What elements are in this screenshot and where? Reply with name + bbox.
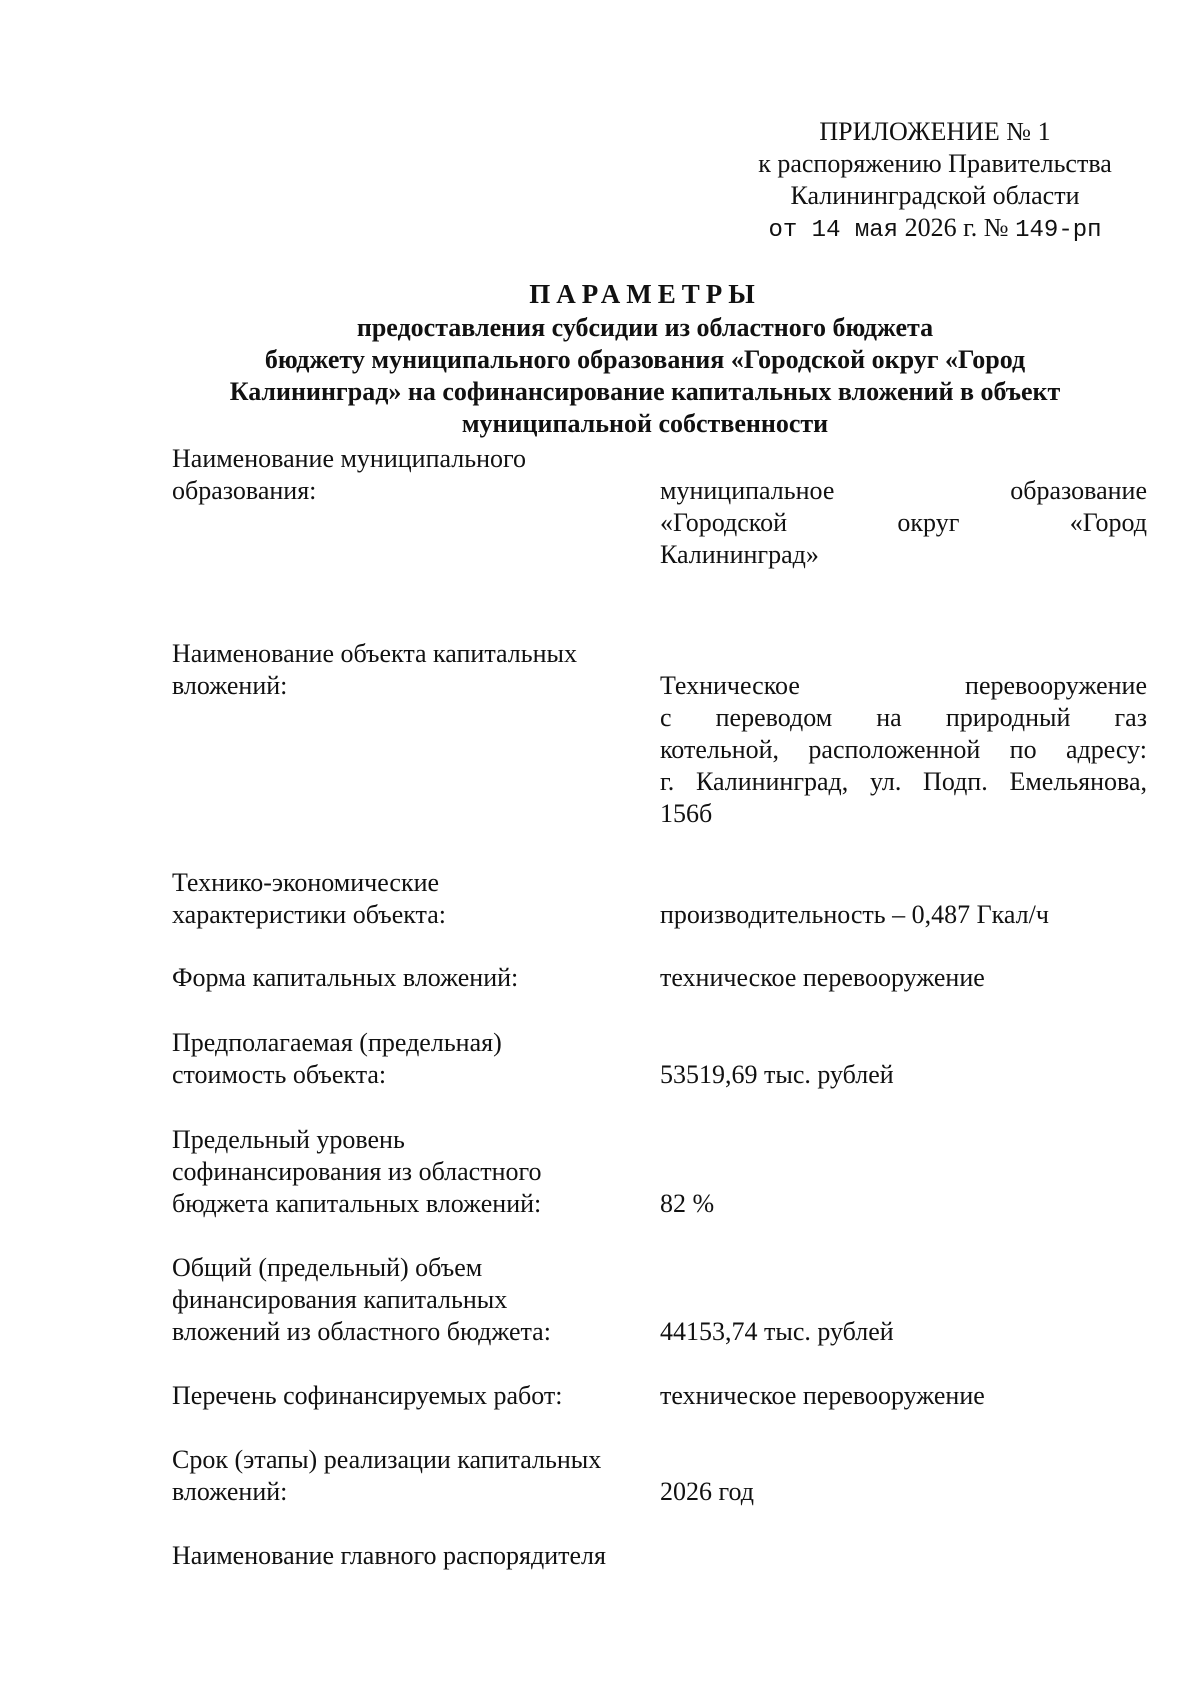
param-row-works-list xyxy=(172,1380,1147,1416)
param-label-line: вложений: xyxy=(172,1477,288,1506)
param-value: техническое перевооружение xyxy=(660,963,985,992)
param-value-line: Техническое перевооружение xyxy=(660,671,1147,700)
param-label-line: образования: xyxy=(172,476,317,505)
param-label-line: вложений: xyxy=(172,671,288,700)
param-row-object-name xyxy=(172,638,1147,838)
param-label xyxy=(172,1027,652,1091)
param-row-investment-form xyxy=(172,962,1147,998)
param-label xyxy=(172,867,652,931)
param-label xyxy=(172,962,652,994)
param-label xyxy=(172,443,652,507)
param-label-line: Перечень софинансируемых работ: xyxy=(172,1381,563,1410)
document-subtitle-line-2: бюджету муниципального образования «Городской округ «Город xyxy=(264,345,1026,374)
param-row-total-financing xyxy=(172,1252,1147,1352)
document-title-block xyxy=(170,276,1120,440)
param-label-line: софинансирования из областного xyxy=(172,1157,542,1186)
param-label xyxy=(172,1444,652,1508)
param-label-line: вложений из областного бюджета: xyxy=(172,1317,551,1346)
param-label xyxy=(172,1380,652,1412)
param-value: производительность – 0,487 Гкал/ч xyxy=(660,900,1049,929)
param-value-line: 156б xyxy=(660,799,713,828)
param-value: 82 % xyxy=(660,1189,715,1218)
param-label-line: Общий (предельный) объем xyxy=(172,1253,483,1282)
param-label-line: Срок (этапы) реализации капитальных xyxy=(172,1445,602,1474)
param-label-line: характеристики объекта: xyxy=(172,900,447,929)
annex-date-line xyxy=(720,212,1150,247)
param-value-line: «Городской округ «Город xyxy=(660,508,1147,537)
param-label-line: Наименование объекта капитальных xyxy=(172,639,577,668)
param-row-chief-administrator xyxy=(172,1540,1147,1576)
annex-year: 2026 г. № xyxy=(904,213,1009,242)
param-value-line: г. Калининград, ул. Подп. Емельянова, xyxy=(660,767,1147,796)
param-value: 2026 год xyxy=(660,1477,754,1506)
param-value-line: муниципальное образование xyxy=(660,476,1147,505)
annex-header xyxy=(720,116,1150,247)
param-label-line: Технико-экономические xyxy=(172,868,440,897)
param-label-line: финансирования капитальных xyxy=(172,1285,508,1314)
annex-reference: к распоряжению Правительства xyxy=(758,149,1112,178)
param-label xyxy=(172,1124,652,1220)
document-subtitle-line-4: муниципальной собственности xyxy=(461,409,829,438)
param-label-line: Предполагаемая (предельная) xyxy=(172,1028,502,1057)
param-label-line: Наименование муниципального xyxy=(172,444,527,473)
param-row-cofinancing-level xyxy=(172,1124,1147,1224)
param-row-estimated-cost xyxy=(172,1027,1147,1097)
annex-title: ПРИЛОЖЕНИЕ № 1 xyxy=(819,117,1051,146)
param-label xyxy=(172,1252,652,1348)
annex-region: Калининградской области xyxy=(790,181,1080,210)
param-row-municipality xyxy=(172,443,1147,583)
param-label xyxy=(172,1540,732,1572)
param-label-line: Предельный уровень xyxy=(172,1125,405,1154)
param-label xyxy=(172,638,652,702)
param-row-term xyxy=(172,1444,1147,1514)
param-value xyxy=(660,475,1147,571)
param-value: 44153,74 тыс. рублей xyxy=(660,1317,894,1346)
param-label-line: бюджета капитальных вложений: xyxy=(172,1189,542,1218)
annex-date: от 14 мая xyxy=(768,217,899,244)
param-value: техническое перевооружение xyxy=(660,1381,985,1410)
param-value xyxy=(660,670,1147,830)
document-subtitle-line-1: предоставления субсидии из областного бюджета xyxy=(356,313,934,342)
document-subtitle-line-3: Калининград» на софинансирование капитальных вложений в объект xyxy=(229,377,1061,406)
param-label-line: стоимость объекта: xyxy=(172,1060,387,1089)
param-label-line: Наименование главного распорядителя xyxy=(172,1541,606,1570)
param-value-line: котельной, расположенной по адресу: xyxy=(660,735,1147,764)
param-value-line: с переводом на природный газ xyxy=(660,703,1147,732)
param-value: 53519,69 тыс. рублей xyxy=(660,1060,894,1089)
param-label-line: Форма капитальных вложений: xyxy=(172,963,519,992)
annex-number: 149-рп xyxy=(1015,217,1102,244)
param-row-characteristics xyxy=(172,867,1147,937)
document-title: ПАРАМЕТРЫ xyxy=(529,279,761,309)
param-value-line: Калининград» xyxy=(660,540,819,569)
